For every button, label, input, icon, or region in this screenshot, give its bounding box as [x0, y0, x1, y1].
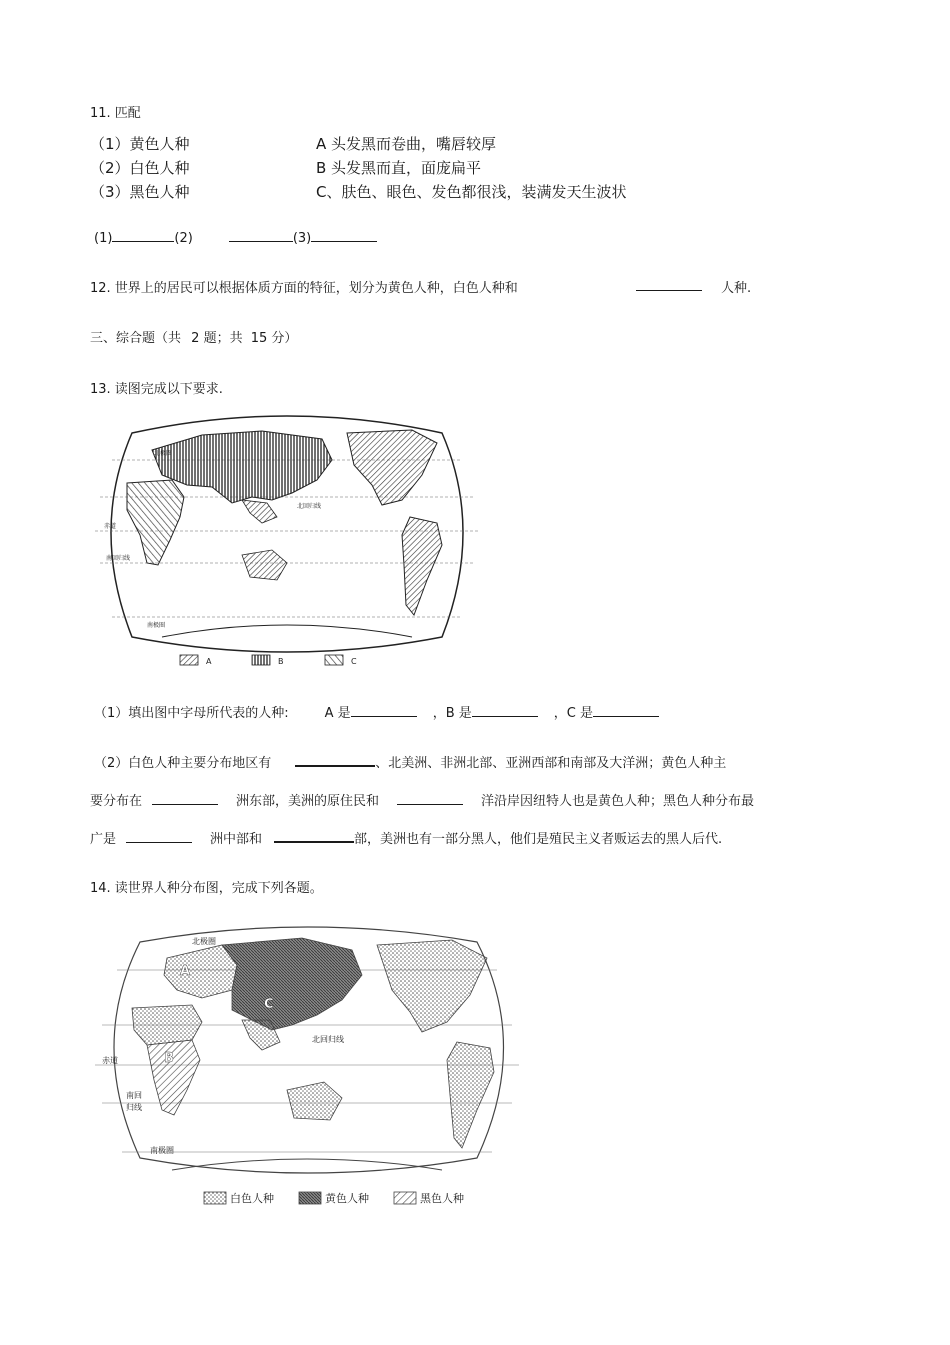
q11-right-c: C、肤色、眼色、发色都很浅，装满发天生波状 [316, 183, 627, 201]
q11-left-3: （3）黑色人种 [90, 183, 190, 201]
q13-sub1-prefix: （1）填出图中字母所代表的人种: [94, 706, 289, 721]
q13-label-arctic: 北极圈 [154, 450, 173, 457]
q13-legend-swatch-a [180, 655, 198, 665]
q14-title: 14. 读世界人种分布图，完成下列各题。 [90, 881, 323, 896]
q14-label-b: B [164, 1051, 174, 1066]
section3-score: 15 [250, 331, 268, 346]
section3-count: 2 [191, 331, 200, 346]
q13-sub2-l3b: 洲中部和 [210, 832, 263, 847]
q13-sub2-blank-5[interactable] [274, 829, 354, 843]
section3-end: 分） [271, 331, 298, 346]
q13-sub2-l2b: 洲东部，美洲的原住民和 [236, 794, 380, 809]
section3-heading [90, 327, 297, 346]
q13-sub2-blank-1[interactable] [295, 753, 375, 767]
q13-sub1-blank-a[interactable] [351, 704, 417, 717]
q14-legend-swatch-black [394, 1192, 416, 1204]
q13-sub2-l2a: 要分布在 [90, 794, 143, 809]
q14-legend-white: 白色人种 [230, 1192, 274, 1205]
q14-legend-swatch-yellow [299, 1192, 321, 1204]
q11-answer-blank-2[interactable] [229, 229, 293, 242]
q14-label-a: A [180, 964, 191, 979]
q12-text: 12. 世界上的居民可以根据体质方面的特征，划分为黄色人种，白色人种和 [90, 281, 518, 296]
q11-answer-blank-1[interactable] [112, 229, 174, 242]
q13-legend-swatch-c [325, 655, 343, 665]
q13-sub2-l3c: 部，美洲也有一部分黑人，他们是殖民主义者贩运去的黑人后代. [354, 832, 723, 847]
q13-sub2-line1 [94, 752, 726, 771]
q11-answer-label-2: (2) [174, 231, 193, 246]
q12-tail: 人种. [721, 281, 752, 296]
q13-sub1 [94, 702, 659, 721]
q13-sub2-line2 [90, 790, 754, 809]
q13-sub1-c: ，C 是 [553, 706, 593, 721]
q11-right-b: B 头发黑而直，面庞扁平 [316, 159, 482, 177]
q14-africa-north [132, 1005, 202, 1045]
q13-sub1-blank-b[interactable] [472, 704, 538, 717]
q14-world-map [92, 920, 527, 1215]
q13-sub2-blank-2[interactable] [152, 792, 218, 805]
q11-answer-label-3: (3) [292, 231, 312, 246]
q11-right-a: A 头发黑而卷曲，嘴唇较厚 [316, 135, 497, 153]
q14-label-cancer: 北回归线 [312, 1035, 344, 1044]
q13-sub1-b: ，B 是 [432, 706, 472, 721]
q11-answer-label-1: (1) [94, 231, 113, 246]
q11-left-1: （1）黄色人种 [90, 135, 190, 153]
q13-label-antarctic: 南极圈 [147, 622, 166, 629]
q11-answer-row [94, 229, 377, 246]
q13-legend-a: A [206, 657, 212, 666]
q14-label-capricorn-1: 南回 [126, 1091, 142, 1100]
section3-mid: 题；共 [203, 331, 243, 346]
q13-legend-c: C [351, 657, 357, 666]
q13-sub2-line3 [90, 828, 722, 847]
q14-label-capricorn-2: 归线 [126, 1103, 142, 1112]
q13-sub1-a: A 是 [324, 706, 351, 721]
q13-title: 13. 读图完成以下要求. [90, 382, 223, 397]
q12-blank[interactable] [636, 278, 702, 291]
q14-legend-black: 黑色人种 [420, 1192, 464, 1205]
q13-label-cancer: 北回归线 [297, 503, 322, 510]
q13-label-capricorn: 南回归线 [106, 555, 131, 562]
q11-left-2: （2）白色人种 [90, 159, 190, 177]
q13-sub2-blank-3[interactable] [397, 792, 463, 805]
q13-legend-swatch-b [252, 655, 270, 665]
q11-title: 11. 匹配 [90, 106, 141, 121]
q11-answer-blank-3[interactable] [311, 229, 377, 242]
q13-legend-b: B [278, 657, 284, 666]
q14-legend-yellow: 黄色人种 [325, 1192, 369, 1205]
q14-label-equator: 赤道 [102, 1056, 118, 1065]
q13-sub1-blank-c[interactable] [593, 704, 659, 717]
q14-label-c: C [264, 997, 274, 1012]
q13-label-equator: 赤道 [104, 523, 117, 530]
q13-sub2-blank-4[interactable] [126, 830, 192, 843]
q14-label-antarctic: 南极圈 [150, 1146, 174, 1155]
q14-label-arctic: 北极圈 [192, 937, 216, 946]
q13-sub2-l3a: 广是 [90, 832, 117, 847]
q13-sub2-l1b: 、北美洲、非洲北部、亚洲西部和南部及大洋洲；黄色人种主 [375, 756, 727, 771]
q13-world-map [92, 405, 482, 675]
q14-legend-swatch-white [204, 1192, 226, 1204]
q13-sub2-l2c: 洋沿岸因纽特人也是黄色人种；黑色人种分布最 [481, 794, 755, 809]
section3-title: 三、综合题（共 [90, 331, 182, 346]
q13-sub2-l1a: （2）白色人种主要分布地区有 [94, 756, 272, 771]
